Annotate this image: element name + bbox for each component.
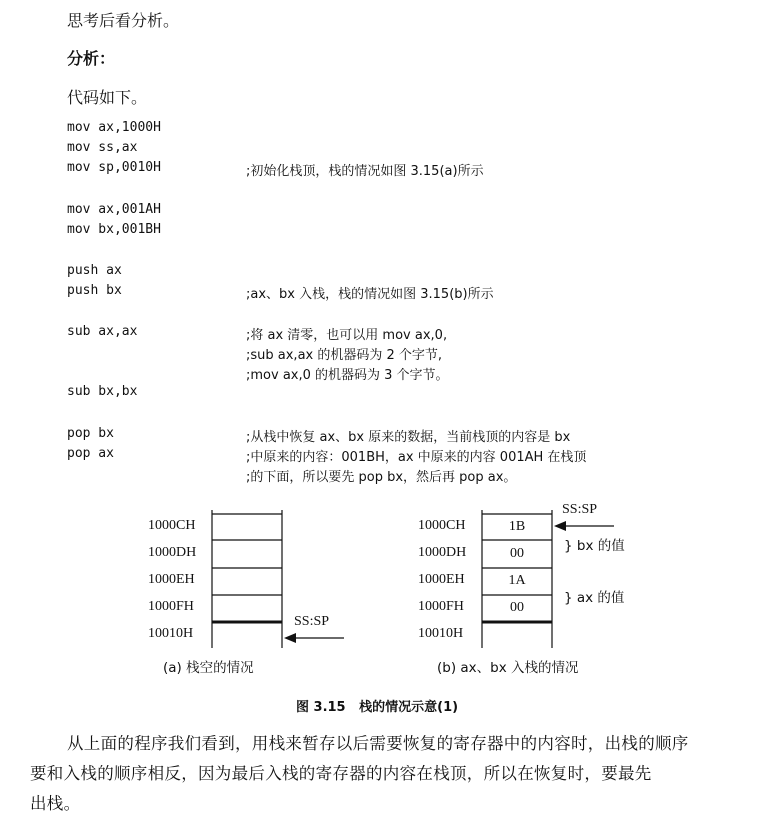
address-label: 1000CH [148,518,196,533]
code-line: pop bx [67,426,114,441]
subcaption-b: (b) ax、bx 入栈的情况 [437,660,579,676]
code-line: mov ss,ax [67,140,138,155]
code-line: mov sp,0010H [67,160,161,175]
address-label: 1000CH [418,518,466,533]
code-line: mov bx,001BH [67,222,161,237]
left-stack-frame [212,510,282,648]
intro-text-1: 思考后看分析。 [67,11,180,30]
code-comment: ;mov ax,0 的机器码为 3 个字节。 [246,368,449,383]
conclusion-line: 从上面的程序我们看到，用栈来暂存以后需要恢复的寄存器中的内容时，出栈的顺序 [67,734,689,753]
analysis-heading: 分析： [67,49,116,68]
bx-value-brace-label: } bx 的值 [564,538,625,554]
code-comment: ;从栈中恢复 ax、bx 原来的数据，当前栈顶的内容是 bx [246,430,571,445]
stack-cell-value: 1B [508,519,526,534]
code-line: mov ax,1000H [67,120,161,135]
stack-cell-value: 1A [508,573,526,588]
address-label: 1000EH [148,572,195,587]
code-comment: ;将 ax 清零，也可以用 mov ax,0, [246,328,448,343]
code-comment: ;初始化栈顶，栈的情况如图 3.15(a)所示 [246,164,484,179]
code-comment: ;的下面，所以要先 pop bx，然后再 pop ax。 [246,470,517,485]
address-label: 1000FH [418,599,464,614]
left-pointer-arrow-icon [284,633,344,643]
code-line: sub ax,ax [67,324,138,339]
stack-cell-value: 00 [510,600,524,615]
address-label: 1000DH [148,545,197,560]
address-label: 1000DH [418,545,467,560]
figure-caption: 图 3.15 栈的情况示意(1) [296,700,459,715]
code-comment: ;ax、bx 入栈，栈的情况如图 3.15(b)所示 [246,287,494,302]
code-comment: ;中原来的内容：001BH，ax 中原来的内容 001AH 在栈顶 [246,450,587,465]
address-label: 1000EH [418,572,465,587]
conclusion-line: 要和入栈的顺序相反，因为最后入栈的寄存器的内容在栈顶，所以在恢复时，要最先 [30,764,652,783]
code-line: pop ax [67,446,114,461]
intro-text-2: 代码如下。 [67,88,148,107]
subcaption-a: (a) 栈空的情况 [163,660,254,676]
ax-value-brace-label: } ax 的值 [564,590,625,606]
right-pointer-arrow-icon [554,521,614,531]
conclusion-line: 出栈。 [30,794,81,813]
code-line: mov ax,001AH [67,202,161,217]
address-label: 10010H [418,626,464,641]
pointer-label: SS:SP [562,502,598,517]
code-line: sub bx,bx [67,384,138,399]
address-label: 1000FH [148,599,194,614]
code-line: push ax [67,263,122,278]
address-label: 10010H [148,626,194,641]
code-comment: ;sub ax,ax 的机器码为 2 个字节, [246,348,443,363]
stack-cell-value: 00 [510,546,524,561]
code-line: push bx [67,283,122,298]
pointer-label: SS:SP [294,614,330,629]
